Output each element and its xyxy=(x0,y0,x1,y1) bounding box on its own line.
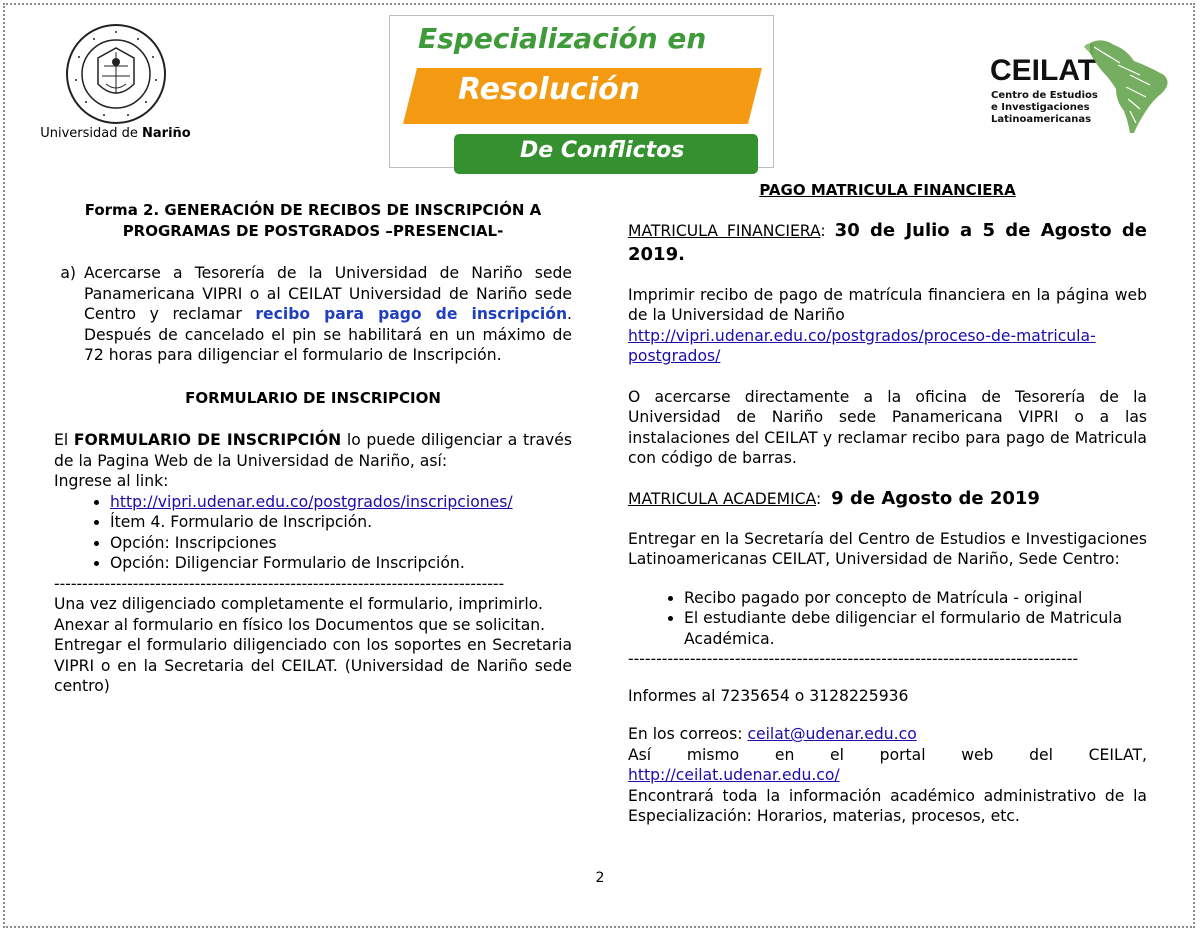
form-steps-list xyxy=(54,492,572,574)
mf-instructions: Imprimir recibo de pago de matrícula financiera en la página web de la Universidad de Nariño xyxy=(628,285,1147,324)
udenar-name: Universidad de Nariño xyxy=(40,126,191,141)
inscripciones-link[interactable]: http://vipri.udenar.edu.co/postgrados/inscripciones/ xyxy=(110,492,513,511)
final-paragraph: Encontrará toda la información académico administrativo de la Especialización: Horarios, materias, procesos, etc. xyxy=(628,786,1147,825)
ceilat-logo xyxy=(985,40,1185,140)
closing-line2: Anexar al formulario en físico los Documentos que se solicitan. xyxy=(54,615,546,634)
portal-link[interactable]: http://ceilat.udenar.edu.co/ xyxy=(628,766,840,784)
right-column xyxy=(628,180,1147,827)
left-column xyxy=(54,200,572,697)
ceilat-subtitle: Centro de Estudios e Investigaciones Latinoamericanas xyxy=(991,90,1098,125)
udenar-seal-icon xyxy=(64,22,168,126)
closing-line3: Entregar el formulario diligenciado con los soportes en Secretaria VIPRI o en la Secretaria del CEILAT. (Universidad de Nariño sede centro) xyxy=(54,636,572,695)
matricula-financiera: MATRICULA FINANCIERA: 30 de Julio a 5 de Agosto de 2019. xyxy=(628,219,1147,265)
form-intro: El FORMULARIO DE INSCRIPCIÓN lo puede diligenciar a través de la Pagina Web de la Universidad de Nariño, así: xyxy=(54,431,572,470)
step-a-label: a) xyxy=(60,264,76,282)
list-item: • Opción: Inscripciones xyxy=(110,533,572,554)
portal-line: Así mismo en el portal web del CEILAT, xyxy=(628,745,1147,764)
banner-line1: Especialización en xyxy=(418,22,707,55)
informes-phone: Informes al 7235654 o 3128225936 xyxy=(628,686,909,705)
ceilat-brand: CEILAT xyxy=(990,54,1097,87)
banner-line2: Resolución xyxy=(458,72,641,107)
list-item: • El estudiante debe diligenciar el formulario de Matricula Académica. xyxy=(684,608,1147,649)
latin-america-map-icon xyxy=(1080,35,1180,135)
banner-line3: De Conflictos xyxy=(520,138,685,163)
divider: -------------------------------------------------------------------------------- xyxy=(628,650,1079,668)
divider: -------------------------------------------------------------------------------- xyxy=(54,574,505,593)
step-a-text: Acercarse a Tesorería de la Universidad de Nariño sede Panamericana VIPRI o al CEILAT Universidad de Nariño sede Centro y reclamar recibo para pago de inscripción. Después de cancelado el pin se habilitará en un máximo de 72 horas para diligenciar el formulario de Inscripción. xyxy=(84,264,573,364)
requirements-list xyxy=(628,588,1147,650)
pago-title: PAGO MATRICULA FINANCIERA xyxy=(759,181,1016,199)
mf-dates: 30 de Julio a 5 de Agosto de 2019. xyxy=(628,219,1147,265)
page-number: 2 xyxy=(595,870,605,886)
matricula-link[interactable]: http://vipri.udenar.edu.co/postgrados/proceso-de-matricula-postgrados/ xyxy=(628,326,1096,365)
correos-line: En los correos: ceilat@udenar.edu.co xyxy=(628,725,917,743)
ingrese-label: Ingrese al link: xyxy=(54,472,169,490)
udenar-logo xyxy=(28,22,203,141)
step-a xyxy=(28,263,572,366)
closing-line1: Una vez diligenciado completamente el formulario, imprimirlo. xyxy=(54,595,543,613)
form2-title: Forma 2. GENERACIÓN DE RECIBOS DE INSCRIPCIÓN A PROGRAMAS DE POSTGRADOS –PRESENCIAL- xyxy=(84,201,542,240)
list-item: • Ítem 4. Formulario de Inscripción. xyxy=(110,512,572,533)
ma-label: MATRICULA ACADEMICA xyxy=(628,489,816,508)
program-banner xyxy=(389,15,774,168)
tesoreria-paragraph: O acercarse directamente a la oficina de Tesorería de la Universidad de Nariño sede Panamericana VIPRI o a las instalaciones del CEILAT y reclamar recibo para pago de Matricula con código de barras. xyxy=(628,387,1147,467)
matricula-academica: MATRICULA ACADEMICA: 9 de Agosto de 2019 xyxy=(628,487,1040,509)
form-section-title: FORMULARIO DE INSCRIPCION xyxy=(185,388,441,407)
email-link[interactable]: ceilat@udenar.edu.co xyxy=(747,725,917,743)
entregar-paragraph: Entregar en la Secretaría del Centro de Estudios e Investigaciones Latinoamericanas CEILAT, Universidad de Nariño, Sede Centro: xyxy=(628,529,1147,568)
list-item: • Recibo pagado por concepto de Matrícula - original xyxy=(684,588,1147,609)
mf-label: MATRICULA FINANCIERA xyxy=(628,221,821,240)
ma-date: 9 de Agosto de 2019 xyxy=(831,487,1040,509)
list-item: • Opción: Diligenciar Formulario de Inscripción. xyxy=(110,553,572,574)
list-item[interactable] xyxy=(110,492,572,513)
